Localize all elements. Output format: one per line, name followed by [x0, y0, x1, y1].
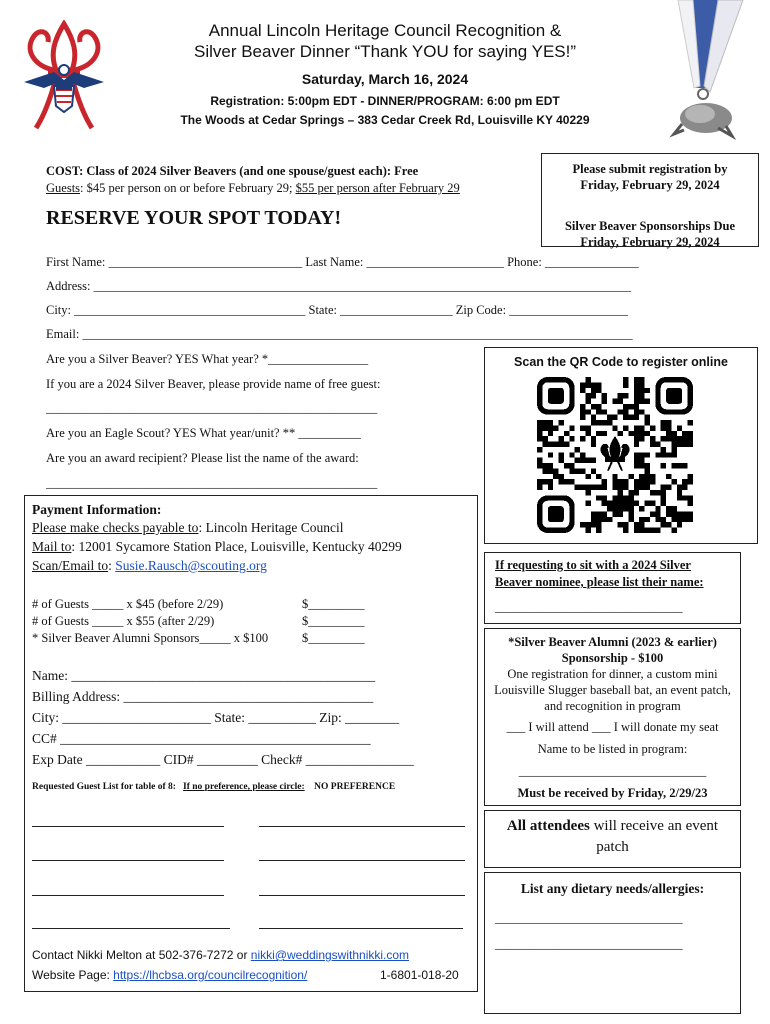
fee-after-field[interactable]: # of Guests _____ x $55 (after 2/29) [32, 614, 215, 628]
alumni-heading-line1: *Silver Beaver Alumni (2023 & earlier) [508, 635, 717, 649]
event-title-line1: Annual Lincoln Heritage Council Recognition & [208, 21, 562, 40]
payment-box [24, 495, 478, 992]
free-guest-question: If you are a 2024 Silver Beaver, please provide name of free guest: [46, 377, 381, 391]
submit-by-line1: Please submit registration by [572, 162, 728, 176]
city-state-zip-field[interactable]: City: _____________________________________ State: __________________ Zip Code: ___________________ [46, 303, 628, 317]
exp-cid-check-field[interactable]: Exp Date ___________ CID# _________ Check# ________________ [32, 752, 414, 767]
attendees-patch-box [484, 810, 741, 868]
fee-table [32, 596, 382, 647]
attendees-text [485, 816, 740, 858]
bsa-fleur-de-lis-logo [14, 20, 114, 132]
mail-value: : 12001 Sycamore Station Place, Louisville, Kentucky 40299 [71, 539, 402, 554]
guest-line[interactable] [32, 826, 224, 827]
fee-before-amount[interactable]: $_________ [302, 597, 365, 611]
silver-beaver-medal-icon [648, 0, 758, 145]
contact-text: Contact Nikki Melton at 502-376-7272 or [32, 948, 251, 962]
program-name-label: Name to be listed in program: [537, 742, 688, 756]
alumni-sponsor-amount[interactable]: $_________ [302, 631, 365, 645]
address-field[interactable]: Address: ______________________________________________________________________________________ [46, 279, 632, 293]
free-guest-field[interactable]: _____________________________________________________ [46, 401, 378, 415]
fee-before-field[interactable]: # of Guests _____ x $45 (before 2/29) [32, 597, 224, 611]
alumni-deadline: Must be received by Friday, 2/29/23 [517, 786, 708, 800]
guest-line[interactable] [259, 928, 463, 929]
checks-value: : Lincoln Heritage Council [198, 520, 344, 535]
form-code: 1-6801-018-20 [380, 968, 459, 982]
scan-separator: : [108, 558, 116, 573]
website-link[interactable]: https://lhcbsa.org/councilrecognition/ [113, 968, 308, 982]
guests-late-price: $55 per person after February 29 [295, 181, 460, 195]
checks-payable-line [32, 520, 344, 536]
guests-early-price: : $45 per person on or before February 29; [80, 181, 296, 195]
award-field[interactable]: _____________________________________________________ [46, 476, 378, 490]
guest-list-row [32, 782, 395, 792]
no-preference-option[interactable]: NO PREFERENCE [314, 782, 396, 792]
fee-after-amount[interactable]: $_________ [302, 614, 365, 628]
event-title [120, 20, 650, 62]
mail-label: Mail to [32, 539, 72, 554]
alumni-sponsorship-box [484, 628, 741, 806]
website-line [32, 968, 307, 982]
guest-list-label: Requested Guest List for table of 8: [32, 782, 176, 792]
dietary-box [484, 872, 741, 1014]
alumni-benefits: One registration for dinner, a custom mini Louisville Slugger baseball bat, an event patch, and recognition in program [494, 667, 731, 713]
silver-beaver-question[interactable]: Are you a Silver Beaver? YES What year? *________________ [46, 352, 369, 366]
event-times: Registration: 5:00pm EDT - DINNER/PROGRAM: 6:00 pm EDT [210, 94, 560, 108]
scan-email-line [32, 558, 267, 574]
billing-address-field[interactable]: Billing Address: _____________________________________ [32, 689, 374, 704]
guests-cost-line [46, 180, 460, 197]
payer-name-field[interactable]: Name: _____________________________________________ [32, 668, 376, 683]
attend-or-donate-field[interactable]: ___ I will attend ___ I will donate my seat [506, 720, 719, 734]
guest-line[interactable] [259, 860, 465, 861]
deadline-box [541, 153, 759, 247]
credit-card-field[interactable]: CC# ______________________________________________ [32, 731, 371, 746]
alumni-heading-line2: Sponsorship - $100 [561, 651, 664, 665]
scan-email-link[interactable]: Susie.Rausch@scouting.org [115, 558, 267, 573]
qr-code-box [484, 347, 758, 544]
nominee-name-field[interactable]: ______________________________ [495, 600, 683, 614]
scan-label: Scan/Email to [32, 558, 109, 573]
contact-line [32, 948, 409, 962]
submit-by-line2: Friday, February 29, 2024 [580, 178, 720, 192]
attendees-bold: All attendees [506, 818, 590, 834]
alumni-sponsor-field[interactable]: * Silver Beaver Alumni Sponsors_____ x $100 [32, 631, 269, 645]
award-question: Are you an award recipient? Please list the name of the award: [46, 451, 359, 465]
guest-line[interactable] [32, 860, 224, 861]
guest-line[interactable] [32, 895, 224, 896]
reserve-heading: RESERVE YOUR SPOT TODAY! [46, 207, 342, 229]
dietary-field-2[interactable]: ______________________________ [495, 937, 683, 951]
sponsorship-due-line2: Friday, February 29, 2024 [580, 235, 720, 249]
mail-to-line [32, 539, 402, 555]
cost-line: COST: Class of 2024 Silver Beavers (and one spouse/guest each): Free [46, 164, 419, 178]
dietary-heading: List any dietary needs/allergies: [520, 881, 705, 896]
guest-line[interactable] [259, 895, 465, 896]
guests-label: Guests [46, 181, 81, 195]
event-date: Saturday, March 16, 2024 [301, 71, 469, 87]
website-label: Website Page: [32, 968, 114, 982]
dietary-field-1[interactable]: ______________________________ [495, 911, 683, 925]
qr-caption: Scan the QR Code to register online [514, 355, 728, 369]
nominee-text [495, 557, 704, 591]
sponsorship-due-line1: Silver Beaver Sponsorships Due [564, 219, 736, 233]
guest-line[interactable] [259, 826, 465, 827]
attendees-rest: will receive an event patch [589, 818, 719, 855]
guest-list-preference: If no preference, please circle: [183, 782, 305, 792]
contact-email-link[interactable]: nikki@weddingswithnikki.com [250, 948, 410, 962]
cost-section [46, 163, 460, 197]
nominee-text-line1: If requesting to sit with a 2024 Silver [495, 558, 691, 572]
nominee-box [484, 552, 741, 624]
checks-label: Please make checks payable to [32, 520, 199, 535]
name-phone-field[interactable]: First Name: _______________________________ Last Name: ______________________ Phone: _______________ [46, 255, 639, 269]
nominee-text-line2: Beaver nominee, please list their name: [495, 575, 704, 589]
guest-line[interactable] [32, 928, 230, 929]
qr-code-icon[interactable] [537, 377, 693, 533]
payment-heading: Payment Information: [32, 502, 162, 517]
program-name-field[interactable]: ______________________________ [518, 764, 707, 778]
billing-city-field[interactable]: City: ______________________ State: __________ Zip: ________ [32, 710, 400, 725]
event-venue: The Woods at Cedar Springs – 383 Cedar Creek Rd, Louisville KY 40229 [180, 113, 590, 127]
email-field[interactable]: Email: ________________________________________________________________________________________ [46, 327, 633, 341]
eagle-scout-question[interactable]: Are you an Eagle Scout? YES What year/unit? ** __________ [46, 426, 361, 440]
event-title-line2: Silver Beaver Dinner “Thank YOU for saying YES!” [193, 42, 577, 61]
